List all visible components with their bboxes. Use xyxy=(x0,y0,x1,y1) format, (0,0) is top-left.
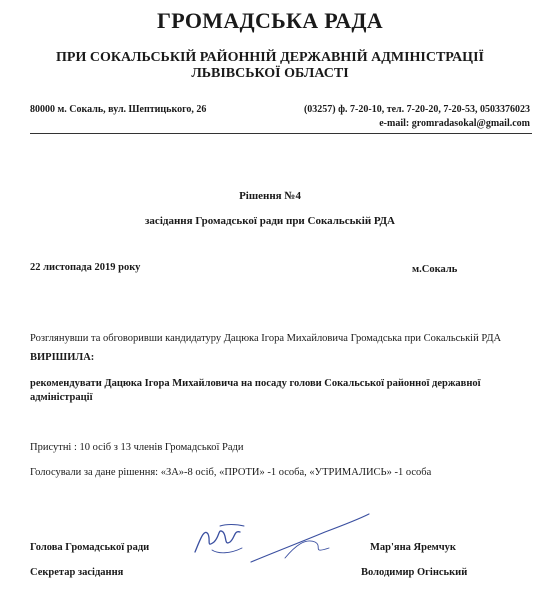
decision-date: 22 листопада 2019 року xyxy=(30,262,141,273)
secretary-signature xyxy=(245,508,375,568)
decision-place: м.Сокаль xyxy=(412,264,458,275)
meeting-line: засідання Громадської ради при Сокальській РДА xyxy=(145,215,395,227)
decision-title: Рішення №4 xyxy=(239,190,301,202)
header-divider xyxy=(30,133,532,134)
council-subtitle-line1: ПРИ СОКАЛЬСЬКІЙ РАЙОННІЙ ДЕРЖАВНІЙ АДМІНІСТРАЦІЇ xyxy=(56,50,484,65)
resolution-text: рекомендувати Дацюка Ігора Михайловича на посаду голови Сокальської районної державної адміністрації xyxy=(30,378,481,403)
council-title: ГРОМАДСЬКА РАДА xyxy=(156,8,383,33)
secretary-role: Секретар засідання xyxy=(30,567,124,578)
present-line: Присутні : 10 осіб з 13 членів Громадської Ради xyxy=(30,442,244,453)
chair-name: Мар'яна Яремчук xyxy=(370,542,456,553)
council-subtitle-line2: ЛЬВІВСЬКОЇ ОБЛАСТІ xyxy=(191,66,349,81)
email: e-mail: gromradasokal@gmail.com xyxy=(379,118,530,129)
secretary-name: Володимир Огінський xyxy=(361,567,468,578)
considered-paragraph: Розглянувши та обговоривши кандидатуру Дацюка Ігора Михайловича Громадська при Сокальській РДА xyxy=(30,333,502,344)
resolved-label: ВИРІШИЛА: xyxy=(30,352,95,363)
address: 80000 м. Сокаль, вул. Шептицького, 26 xyxy=(30,104,207,115)
phones: (03257) ф. 7-20-10, тел. 7-20-20, 7-20-53, 0503376023 xyxy=(303,104,530,115)
chair-role: Голова Громадської ради xyxy=(30,542,150,553)
voting-line: Голосували за дане рішення: «ЗА»-8 осіб, «ПРОТИ» -1 особа, «УТРИМАЛИСЬ» -1 особа xyxy=(30,467,432,478)
